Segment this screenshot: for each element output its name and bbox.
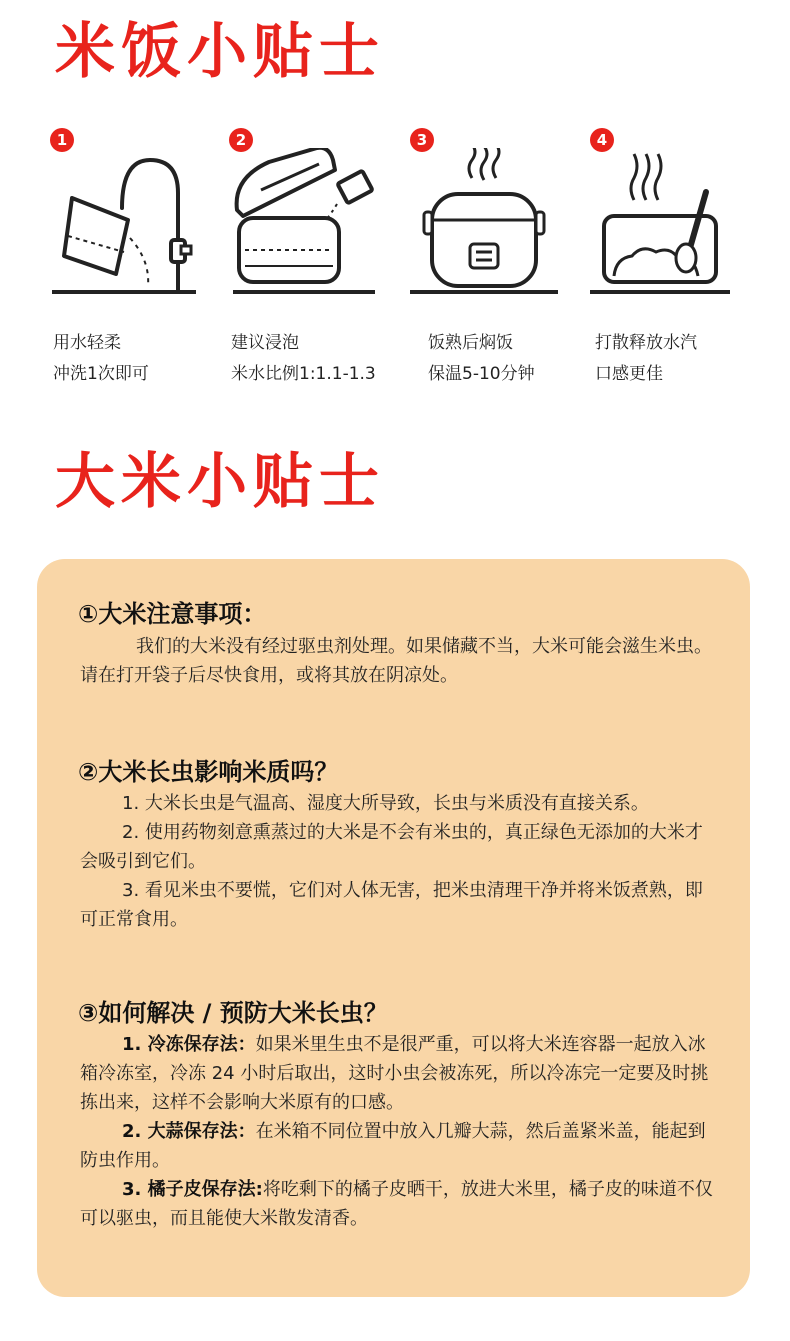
section-3-item-2 — [80, 1117, 720, 1175]
step-1-line-2: 冲洗1次即可 — [53, 364, 149, 384]
step-3-line-1: 饭熟后焖饭 — [428, 333, 513, 353]
section-1-body — [80, 632, 720, 690]
method-1-label: 1. 冷冻保存法： — [122, 1034, 256, 1055]
method-3-text: 将吃剩下的橘子皮晒干，放进大米里，橘子皮的味道不仅可以驱虫，而且能使大米散发清香。 — [80, 1179, 713, 1229]
section-1-text: 我们的大米没有经过驱虫剂处理。如果储藏不当，大米可能会滋生米虫。请在打开袋子后尽快食用，或将其放在阴凉处。 — [80, 636, 712, 686]
method-1-text: 如果米里生虫不是很严重，可以将大米连容器一起放入冰箱冷冻室，冷冻 24 小时后取出，这时小虫会被冻死，所以冷冻完一定要及时挑拣出来，这样不会影响大米原有的口感。 — [80, 1034, 709, 1113]
step-2-line-2: 米水比例1:1.1-1.3 — [231, 364, 376, 384]
rice-tips-title: 米饭小贴士 — [55, 17, 385, 87]
step-1-number: 1 — [50, 128, 74, 152]
section-2-item-2: 2. 使用药物刻意熏蒸过的大米是不会有米虫的，真正绿色无添加的大米才会吸引到它们。 — [80, 822, 703, 872]
section-3-item-3 — [80, 1175, 720, 1233]
section-1-heading: ①大米注意事项： — [78, 600, 267, 628]
rice-cooker-steam-icon — [410, 148, 560, 298]
method-2-text: 在米箱不同位置中放入几瓣大蒜，然后盖紧米盖，能起到防虫作用。 — [80, 1121, 706, 1171]
step-4-caption — [595, 328, 697, 390]
step-3-number: 3 — [410, 128, 434, 152]
step-3-caption — [428, 328, 535, 390]
grain-tips-title: 大米小贴士 — [55, 447, 385, 517]
rice-cooker-soak-icon — [229, 148, 379, 298]
rice-pot-stir-icon — [590, 148, 740, 298]
section-2-item-1: 1. 大米长虫是气温高、湿度大所导致，长虫与米质没有直接关系。 — [122, 793, 649, 814]
section-2-body — [80, 789, 720, 934]
step-4-number: 4 — [590, 128, 614, 152]
method-2-label: 2. 大蒜保存法： — [122, 1121, 256, 1142]
section-2-heading: ②大米长虫影响米质吗？ — [78, 758, 339, 786]
step-1-illustration — [50, 128, 230, 298]
section-3-heading: ③如何解决 / 预防大米长虫？ — [78, 999, 388, 1027]
section-2-item-3: 3. 看见米虫不要慌，它们对人体无害，把米虫清理干净并将米饭煮熟，即可正常食用。 — [80, 880, 703, 930]
step-4-line-1: 打散释放水汽 — [595, 333, 697, 353]
step-3-line-2: 保温5-10分钟 — [428, 364, 535, 384]
step-1-line-1: 用水轻柔 — [53, 333, 121, 353]
step-4-illustration — [590, 128, 770, 298]
step-1-caption — [53, 328, 149, 390]
step-2-line-1: 建议浸泡 — [231, 333, 299, 353]
section-3-item-1 — [80, 1030, 720, 1117]
method-3-label: 3. 橘子皮保存法: — [122, 1179, 263, 1200]
step-4-line-2: 口感更佳 — [595, 364, 663, 384]
section-3-body — [80, 1030, 720, 1233]
faucet-rinse-icon — [50, 148, 200, 298]
step-2-caption — [231, 328, 376, 390]
step-3-illustration — [410, 128, 590, 298]
step-2-illustration — [229, 128, 409, 298]
step-2-number: 2 — [229, 128, 253, 152]
